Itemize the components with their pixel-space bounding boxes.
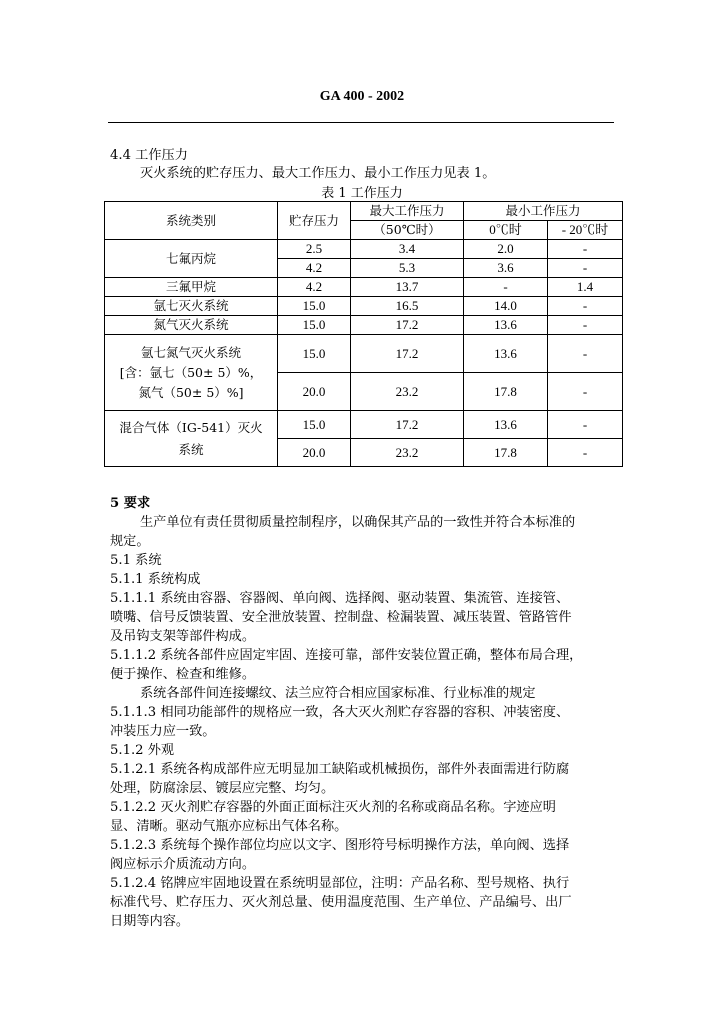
min-pressure-0c: 2.0 xyxy=(464,240,548,259)
clause-5-1-2-4-line2: 标准代号、贮存压力、灭火剂总量、使用温度范围、生产单位、产品编号、出厂 xyxy=(110,895,572,910)
header-min-minus20c: - 20℃时 xyxy=(548,221,623,240)
system-name: 三氟甲烷 xyxy=(105,278,278,297)
page-header-code: GA 400 - 2002 xyxy=(319,89,405,104)
table-row xyxy=(105,316,623,335)
min-pressure-minus20c: - xyxy=(548,259,623,278)
min-pressure-minus20c: - xyxy=(548,335,623,373)
clause-5-1-2-2-line1: 5.1.2.2 灭火剂贮存容器的外面正面标注灭火剂的名称或商品名称。字迹应明 xyxy=(110,800,556,815)
mixed-system-line3: 氮气（50± 5）%] xyxy=(138,384,244,400)
table-row xyxy=(105,240,623,259)
section-5-1-2-heading: 5.1.2 外观 xyxy=(110,743,175,758)
min-pressure-0c: 17.8 xyxy=(464,373,548,411)
clause-5-1-2-4-line1: 5.1.2.4 铭牌应牢固地设置在系统明显部位，注明：产品名称、型号规格、执行 xyxy=(110,876,570,891)
clause-5-1-1-1-line1: 5.1.1.1 系统由容器、容器阀、单向阀、选择阀、驱动装置、集流管、连接管、 xyxy=(110,591,570,606)
clause-5-1-2-3-line1: 5.1.2.3 系统每个操作部位均应以文字、图形符号标明操作方法，单向阀、选择 xyxy=(110,838,570,853)
table-row xyxy=(105,278,623,297)
header-max-pressure-condition: （50℃时） xyxy=(351,221,464,240)
storage-pressure: 4.2 xyxy=(278,259,351,278)
section-5-1-heading: 5.1 系统 xyxy=(110,553,162,568)
system-name-mixed xyxy=(105,335,278,411)
header-rule xyxy=(108,122,614,123)
table-row xyxy=(105,297,623,316)
table-caption: 表 1 工作压力 xyxy=(321,186,403,201)
clause-5-1-2-3-line2: 阀应标示介质流动方向。 xyxy=(110,857,256,872)
storage-pressure: 15.0 xyxy=(278,297,351,316)
storage-pressure: 15.0 xyxy=(278,335,351,373)
system-name: 七氟丙烷 xyxy=(105,240,278,278)
table-row xyxy=(105,335,623,373)
max-pressure: 23.2 xyxy=(351,439,464,467)
clause-5-1-2-2-line2: 显、清晰。驱动气瓶亦应标出气体名称。 xyxy=(110,819,348,834)
system-name: 氮气灭火系统 xyxy=(105,316,278,335)
clause-5-1-1-3-line2: 冲装压力应一致。 xyxy=(110,724,216,739)
storage-pressure: 15.0 xyxy=(278,411,351,439)
clause-5-1-1-1-line2: 喷嘴、信号反馈装置、安全泄放装置、控制盘、检漏装置、减压装置、管路管件 xyxy=(110,610,572,625)
ig541-line2: 系统 xyxy=(178,441,204,457)
section-5-1-1-heading: 5.1.1 系统构成 xyxy=(110,572,201,587)
system-name-ig541 xyxy=(105,411,278,467)
section-4-4-heading: 4.4 工作压力 xyxy=(110,148,188,163)
max-pressure: 16.5 xyxy=(351,297,464,316)
clause-5-1-1-3-line1: 5.1.1.3 相同功能部件的规格应一致，各大灭火剂贮存容器的容积、冲装密度、 xyxy=(110,705,570,720)
pressure-table xyxy=(104,201,623,467)
min-pressure-minus20c: - xyxy=(548,297,623,316)
min-pressure-minus20c: - xyxy=(548,240,623,259)
section-5-para-line2: 规定。 xyxy=(110,534,150,549)
clause-5-1-1-2-line1: 5.1.1.2 系统各部件应固定牢固、连接可靠，部件安装位置正确，整体布局合理， xyxy=(110,648,583,663)
header-min-pressure: 最小工作压力 xyxy=(464,202,623,221)
storage-pressure: 2.5 xyxy=(278,240,351,259)
min-pressure-0c: 17.8 xyxy=(464,439,548,467)
min-pressure-minus20c: - xyxy=(548,439,623,467)
max-pressure: 17.2 xyxy=(351,335,464,373)
max-pressure: 13.7 xyxy=(351,278,464,297)
header-system-type: 系统类别 xyxy=(105,202,278,240)
header-min-0c: 0℃时 xyxy=(464,221,548,240)
min-pressure-0c: - xyxy=(464,278,548,297)
clause-5-1-2-1-line1: 5.1.2.1 系统各构成部件应无明显加工缺陷或机械损伤，部件外表面需进行防腐 xyxy=(110,762,570,777)
max-pressure: 5.3 xyxy=(351,259,464,278)
min-pressure-0c: 3.6 xyxy=(464,259,548,278)
mixed-system-line2: [含：氩七（50± 5）%， xyxy=(119,364,263,380)
header-storage-pressure: 贮存压力 xyxy=(278,202,351,240)
clause-5-1-2-4-line3: 日期等内容。 xyxy=(110,914,190,929)
section-5-heading: 5 要求 xyxy=(110,496,151,511)
clause-5-1-2-1-line2: 处理，防腐涂层、镀层应完整、均匀。 xyxy=(110,781,335,796)
min-pressure-0c: 13.6 xyxy=(464,316,548,335)
min-pressure-minus20c: - xyxy=(548,373,623,411)
storage-pressure: 4.2 xyxy=(278,278,351,297)
header-max-pressure: 最大工作压力 xyxy=(351,202,464,221)
min-pressure-minus20c: - xyxy=(548,316,623,335)
ig541-line1: 混合气体（IG-541）灭火 xyxy=(119,419,263,435)
storage-pressure: 20.0 xyxy=(278,373,351,411)
max-pressure: 17.2 xyxy=(351,316,464,335)
max-pressure: 23.2 xyxy=(351,373,464,411)
min-pressure-0c: 13.6 xyxy=(464,335,548,373)
max-pressure: 17.2 xyxy=(351,411,464,439)
mixed-system-line1: 氩七氮气灭火系统 xyxy=(140,344,241,360)
storage-pressure: 20.0 xyxy=(278,439,351,467)
storage-pressure: 15.0 xyxy=(278,316,351,335)
section-4-4-intro: 灭火系统的贮存压力、最大工作压力、最小工作压力见表 1。 xyxy=(140,166,496,181)
clause-5-1-1-1-line3: 及吊钩支架等部件构成。 xyxy=(110,629,256,644)
min-pressure-minus20c: 1.4 xyxy=(548,278,623,297)
clause-5-1-1-2-line3: 系统各部件间连接螺纹、法兰应符合相应国家标准、行业标准的规定 xyxy=(140,686,536,701)
clause-5-1-1-2-line2: 便于操作、检查和维修。 xyxy=(110,667,256,682)
section-5-para-line1: 生产单位有责任贯彻质量控制程序，以确保其产品的一致性并符合本标准的 xyxy=(140,515,576,530)
system-name: 氩七灭火系统 xyxy=(105,297,278,316)
min-pressure-0c: 14.0 xyxy=(464,297,548,316)
max-pressure: 3.4 xyxy=(351,240,464,259)
min-pressure-minus20c: - xyxy=(548,411,623,439)
min-pressure-0c: 13.6 xyxy=(464,411,548,439)
table-header-row xyxy=(105,202,623,221)
table-row xyxy=(105,411,623,439)
